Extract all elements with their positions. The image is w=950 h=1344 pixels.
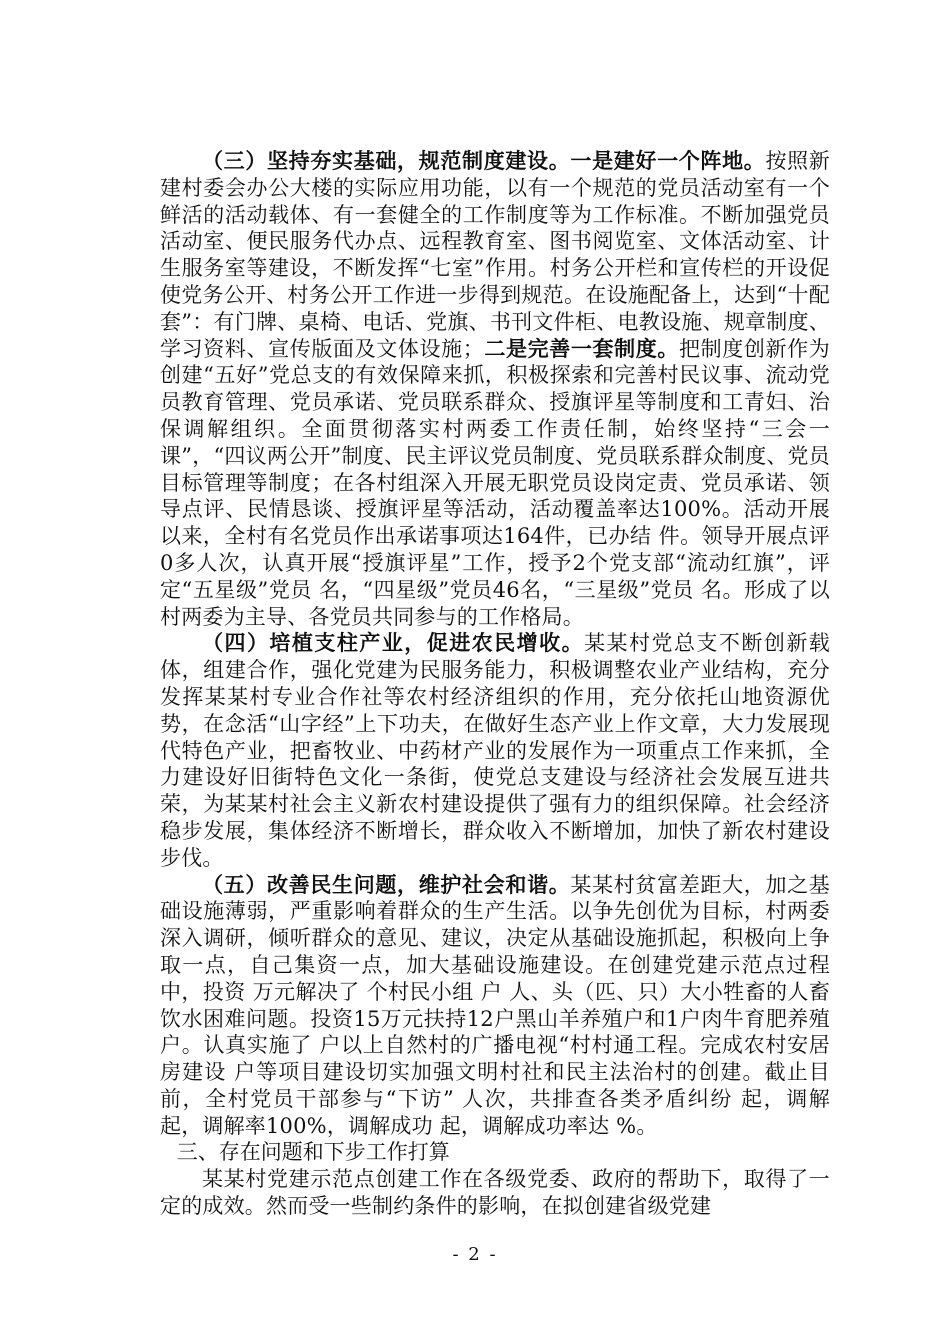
paragraph-section-4 (160, 630, 830, 871)
section-3-point-1-text: 按照新建村委会办公大楼的实际应用功能，以有一个规范的党员活动室有一个鲜活的活动载体、有一套健全的工作制度等为工作标准。不断加强党员活动室、便民服务代办点、远程教育室、图书阅览室、文体活动室、计生服务室等建设，不断发挥“七室”作用。村务公开栏和宣传栏的开设促使党务公开、村务公开工作进一步得到规范。在设施配备上，达到“十配套”：有门牌、桌椅、电话、党旗、书刊文件柜、电教设施、规章制度、学习资料、宣传版面及文体设施； (160, 149, 830, 361)
section-5-title: （五）改善民生问题，维护社会和谐。 (202, 871, 571, 897)
section-4-text: 某某村党总支不断创新载体，组建合作，强化党建为民服务能力，积极调整农业产业结构，充分发挥某某村专业合作社等农村经济组织的作用，充分依托山地资源优势，在念活“山字经”上下功夫，在做好生态产业上作文章，大力发展现代特色产业，把畜牧业、中药材产业的发展作为一项重点工作来抓，全力建设好旧街特色文化一条街，使党总支建设与经济社会发展互进共荣，为某某村社会主义新农村建设提供了强有力的组织保障。社会经济稳步发展，集体经济不断增长，群众收入不断增加，加快了新农村建设步伐。 (160, 631, 830, 870)
paragraph-closing: 某某村党建示范点创建工作在各级党委、政府的帮助下，取得了一定的成效。然而受一些制约条件的影响，在拟创建省级党建 (160, 1167, 830, 1219)
paragraph-section-5 (160, 872, 830, 1140)
document-body (160, 148, 830, 1220)
section-3-title: （三）坚持夯实基础，规范制度建设。 (202, 148, 571, 173)
section-5-text: 某某村贫富差距大，加之基础设施薄弱，严重影响着群众的生产生活。以争先创优为目标，村两委深入调研，倾听群众的意见、建议，决定从基础设施抓起，积极向上争取一点，自己集资一点，加大基础设施建设。在创建党建示范点过程中，投资 万元解决了 个村民小组 户 人、头（匹、只）大小牲畜的人畜饮水困难问题。投资15万元扶持12户黑山羊养殖户和1户肉牛育肥养殖户。认真实施了 户以上自然村的广播电视“村村通工程。完成农村安居房建设 户等项目建设切实加强文明村社和民主法治村的创建。截止目前，全村党员干部参与“下访” 人次，共排查各类矛盾纠纷 起，调解 起，调解率100%，调解成功 起，调解成功率达 %。 (160, 872, 830, 1138)
section-4-title: （四）培植支柱产业，促进农民增收。 (202, 630, 585, 656)
section-3-point-1-title: 一是建好一个阵地。 (570, 148, 766, 173)
page-number: - 2 - (452, 1244, 498, 1265)
section-3-point-2-title: 二是完善一套制度。 (483, 335, 680, 361)
heading-problems-and-plans: 三、存在问题和下步工作打算 (176, 1140, 450, 1165)
section-3-point-2-text: 把制度创新作为创建“五好”党总支的有效保障来抓，积极探索和完善村民议事、流动党员教育管理、党员承诺、党员联系群众、授旗评星等制度和工青妇、治保调解组织。全面贯彻落实村两委工作责任制，始终坚持“三会一课”，“四议两公开”制度、民主评议党员制度、党员联系群众制度、党员目标管理等制度；在各村组深入开展无职党员设岗定责、党员承诺、领导点评、民情恳谈、授旗评星等活动，活动覆盖率达100%。活动开展以来，全村有名党员作出承诺事项达164件，已办结 件。领导开展点评 0多人次，认真开展“授旗评星”工作，授予2个党支部“流动红旗”，评定“五星级”党员 名，“四星级”党员46名，“三星级”党员 名。形成了以村两委为主导、各党员共同参与的工作格局。 (160, 336, 830, 629)
paragraph-section-3 (160, 148, 830, 630)
